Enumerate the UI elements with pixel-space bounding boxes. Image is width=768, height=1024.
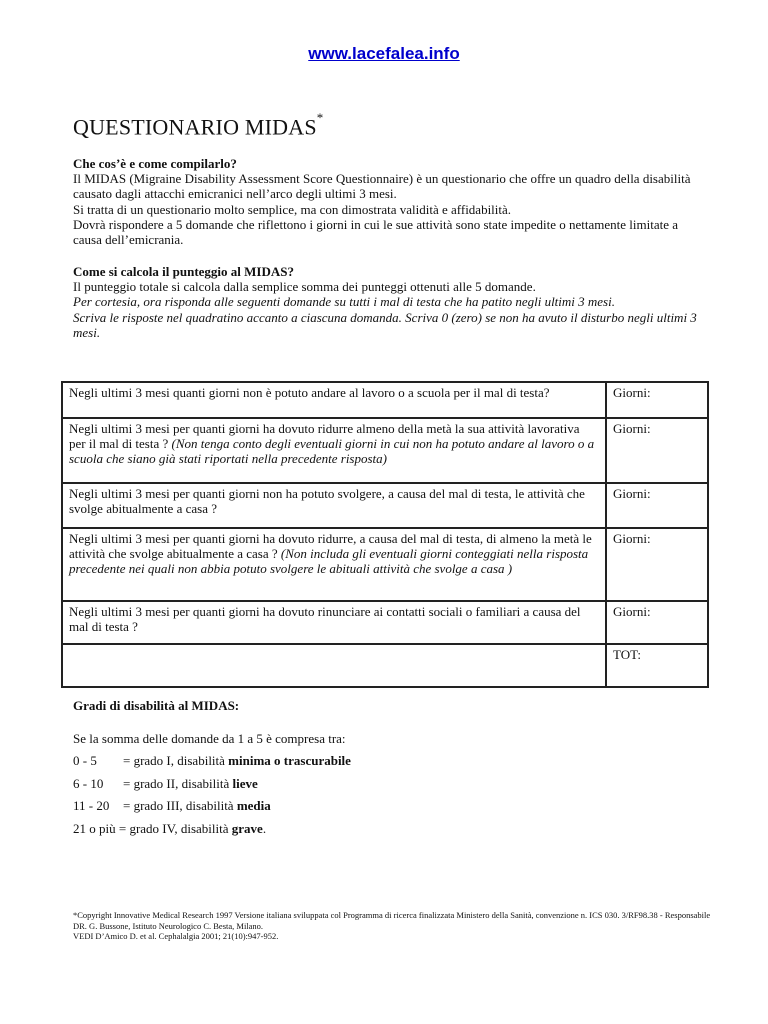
calc-heading: Come si calcola il punteggio al MIDAS? <box>73 264 294 279</box>
question-row-5 <box>62 601 708 644</box>
grade-range-3: 11 - 20 <box>73 798 110 813</box>
answer-label-3: Giorni: <box>613 486 651 501</box>
grades-section <box>73 698 351 843</box>
grade-text-3: = grado III, disabilità <box>123 798 237 813</box>
footer-copyright <box>73 910 723 942</box>
grade-row-4 <box>73 821 351 844</box>
question-text-3 <box>62 483 606 528</box>
total-label: TOT: <box>613 647 641 662</box>
total-empty-cell <box>62 644 606 687</box>
grade-range-4: 21 o più <box>73 820 116 836</box>
question-row-2 <box>62 418 708 483</box>
site-link[interactable]: www.lacefalea.info <box>308 44 460 63</box>
answer-label-4: Giorni: <box>613 531 651 546</box>
question-5-text: Negli ultimi 3 mesi per quanti giorni ha dovuto rinunciare ai contatti sociali o familiari a causa del mal di testa ? <box>69 604 581 634</box>
question-2-note: (Non tenga conto degli eventuali giorni in cui non ha potuto andare al lavoro o a scuola che siano già stati riportati nella precedente risposta) <box>69 436 595 466</box>
grade-level-3: media <box>236 798 271 813</box>
answer-field-2[interactable] <box>606 418 708 483</box>
answer-label-2: Giorni: <box>613 421 651 436</box>
footer-line-2: VEDI D’Amico D. et al. Cephalalgia 2001; 21(10):947-952. <box>73 931 279 941</box>
question-row-4 <box>62 528 708 601</box>
grade-row-2 <box>73 776 351 799</box>
total-field[interactable] <box>606 644 708 687</box>
answer-label-5: Giorni: <box>613 604 651 619</box>
answer-field-1[interactable] <box>606 382 708 418</box>
intro-paragraph-3: Dovrà rispondere a 5 domande che riflettono i giorni in cui le sue attività sono state impedite o nettamente limitate a causa dell’emicrania. <box>73 216 679 248</box>
question-4-note: (Non includa gli eventuali giorni conteggiati nella risposta precedente nei quali non abbia potuto svolgere le abituali attività che svolge a casa ) <box>69 546 589 576</box>
question-row-1 <box>62 382 708 418</box>
intro-paragraph-1: Il MIDAS (Migraine Disability Assessment Score Questionnaire) è un questionario che offre un quadro della disabilità causato dagli attacchi emicranici nell’arco degli ultimi 3 mesi. <box>73 171 691 202</box>
grade-level-4: grave <box>231 820 263 836</box>
grade-end-4: . <box>262 820 267 836</box>
grade-text-1: = grado I, disabilità <box>123 753 229 768</box>
calc-instruction-2: Scriva le risposte nel quadratino accanto a ciascuna domanda. Scriva 0 (zero) se non ha avuto il disturbo negli ultimi 3 mesi. <box>73 309 697 340</box>
grade-text-2: = grado II, disabilità <box>123 775 233 791</box>
total-row <box>62 644 708 687</box>
intro-paragraph-2: Si tratta di un questionario molto semplice, ma con dimostrata validità e affidabilità. <box>73 201 512 217</box>
question-1-text: Negli ultimi 3 mesi quanti giorni non è potuto andare al lavoro o a scuola per il mal di testa? <box>69 385 550 400</box>
question-3-text: Negli ultimi 3 mesi per quanti giorni non ha potuto svolgere, a causa del mal di testa, le attività che svolge abitualmente a casa ? <box>69 486 585 516</box>
grade-range-1: 0 - 5 <box>73 753 97 768</box>
question-row-3 <box>62 483 708 528</box>
footer-line-1: *Copyright Innovative Medical Research 1997 Versione italiana sviluppata col Programma di ricerca finalizzata Ministero della Sanità, convenzione n. ICS 030. 3/RF98.38 - Responsabile DR. G. Bussone, Istituto Neurologico C. Besta, Milano. <box>73 910 711 931</box>
calc-instruction-1: Per cortesia, ora risponda alle seguenti domande su tutti i mal di testa che ha patito negli ultimi 3 mesi. <box>73 294 615 310</box>
intro-heading: Che cos’è e come compilarlo? <box>73 156 237 171</box>
grades-heading: Gradi di disabilità al MIDAS: <box>73 698 240 713</box>
calc-paragraph: Il punteggio totale si calcola dalla semplice somma dei punteggi ottenuti alle 5 domande. <box>73 279 536 295</box>
calc-section <box>73 264 703 340</box>
question-4-text: Negli ultimi 3 mesi per quanti giorni ha dovuto ridurre, a causa del mal di testa, di almeno la metà le attività che svolge abitualmente a casa ? <box>69 531 592 561</box>
question-2-text: Negli ultimi 3 mesi per quanti giorni ha dovuto ridurre almeno della metà la sua attività lavorativa per il mal di testa ? <box>69 421 580 451</box>
grades-intro: Se la somma delle domande da 1 a 5 è compresa tra: <box>73 731 346 746</box>
question-text-4 <box>62 528 606 601</box>
grade-text-4: = grado IV, disabilità <box>115 820 232 836</box>
question-text-5 <box>62 601 606 644</box>
question-text-1 <box>62 382 606 418</box>
grade-row-1 <box>73 753 351 776</box>
title-text: QUESTIONARIO MIDAS <box>73 114 317 140</box>
title-footnote-mark: * <box>316 110 324 125</box>
page-title <box>73 110 324 140</box>
intro-section <box>73 156 703 247</box>
grade-range-2: 6 - 10 <box>73 775 104 791</box>
grade-level-1: minima o trascurabile <box>228 753 351 768</box>
answer-field-3[interactable] <box>606 483 708 528</box>
answer-field-4[interactable] <box>606 528 708 601</box>
answer-label-1: Giorni: <box>613 385 651 400</box>
grade-level-2: lieve <box>232 775 258 791</box>
questions-table <box>61 381 709 688</box>
grade-row-3 <box>73 798 351 821</box>
question-text-2 <box>62 418 606 483</box>
answer-field-5[interactable] <box>606 601 708 644</box>
